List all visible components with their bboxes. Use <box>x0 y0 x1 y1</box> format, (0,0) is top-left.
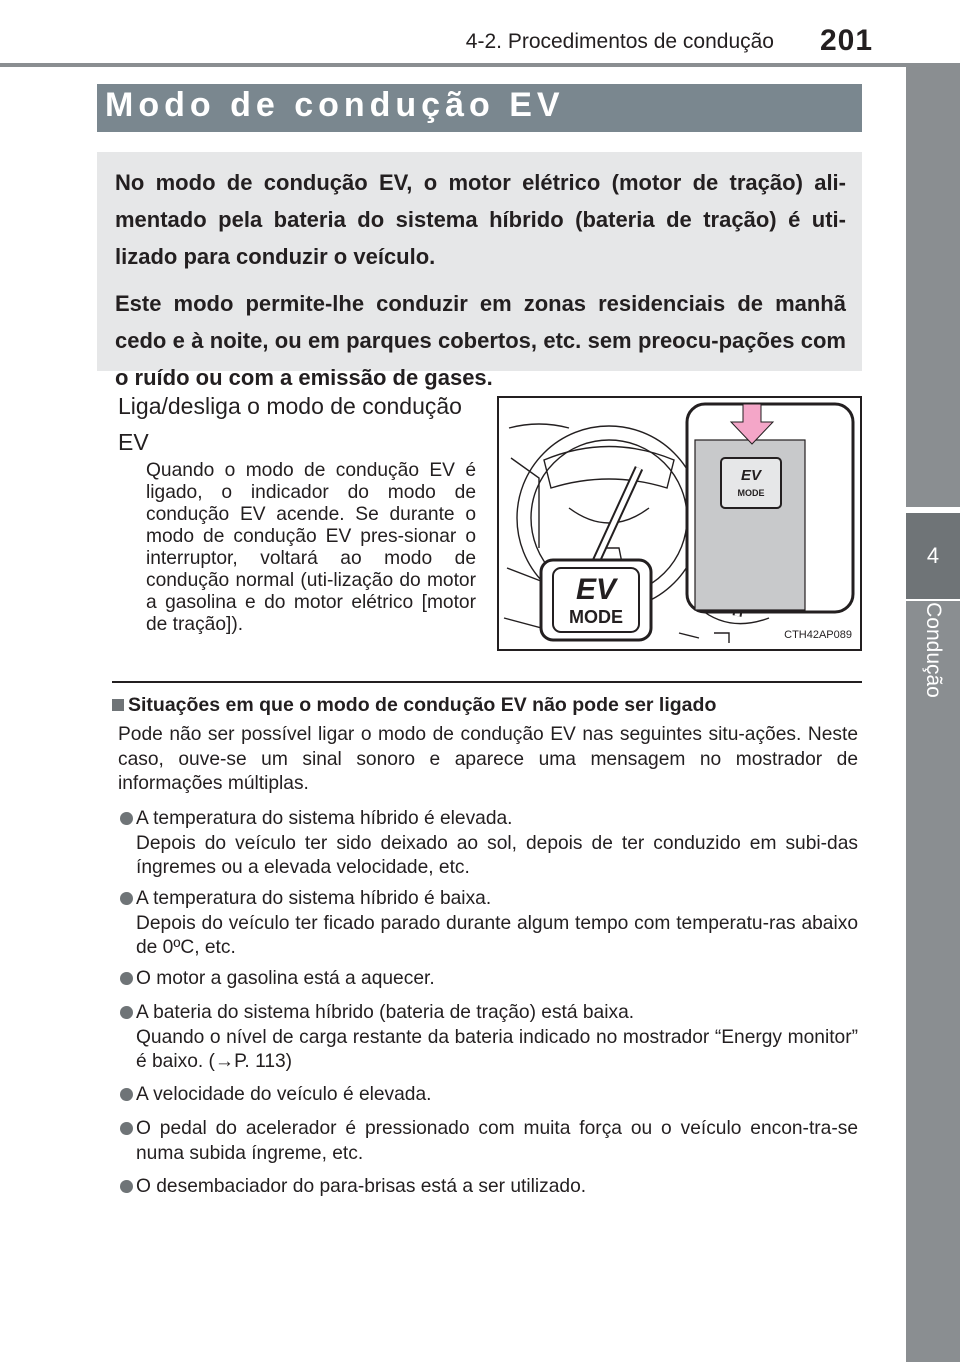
dashboard-drawing <box>499 398 860 649</box>
list-item <box>118 1083 858 1108</box>
page-title: Modo de condução EV <box>105 86 565 124</box>
list-item <box>118 887 858 961</box>
list-item-title: A velocidade do veículo é elevada. <box>136 1084 432 1105</box>
circle-bullet-icon <box>120 892 133 905</box>
section-body: Pode não ser possível ligar o modo de condução EV nas seguintes situ-ações. Neste caso, ouve-se um sinal sonoro e aparece uma mensagem no mostrador de informações múltiplas. <box>118 724 858 794</box>
circle-bullet-icon <box>120 1180 133 1193</box>
ev-mode-illustration <box>497 396 862 651</box>
list-item-detail: Depois do veículo ter ficado parado durante algum tempo com temperatu-ras abaixo de 0ºC, etc. <box>136 912 858 958</box>
list-item-title: A bateria do sistema híbrido (bateria de tração) está baixa. <box>136 1002 635 1023</box>
list-item-title: A temperatura do sistema híbrido é elevada. <box>136 808 513 829</box>
list-item-detail: Quando o nível de carga restante da bateria indicado no mostrador “Energy monitor” é baixo. (→P. 113) <box>136 1026 858 1072</box>
list-item-title: O pedal do acelerador é pressionado com muita força ou o veículo encon-tra-se numa subida íngreme, etc. <box>136 1118 858 1164</box>
mode-large-label: MODE <box>569 607 623 627</box>
side-tab-strip-top <box>906 67 960 507</box>
chapter-label: Condução <box>922 602 945 698</box>
list-item-title: A temperatura do sistema híbrido é baixa. <box>136 888 492 909</box>
ev-large-label: EV <box>575 573 617 606</box>
circle-bullet-icon <box>120 972 133 985</box>
switch-title: Liga/desliga o modo de condução EV <box>118 393 462 455</box>
circle-bullet-icon <box>120 1088 133 1101</box>
ev-small-label: EV <box>740 467 762 484</box>
figure-code: CTH42AP089 <box>784 629 852 641</box>
switch-description: Quando o modo de condução EV é ligado, o indicador do modo de condução EV acende. Se durante o modo de condução EV pres-sionar o interruptor, voltará ao modo de condução normal (uti-lização do motor a gasolina e do motor elétrico [motor de tração]). <box>146 460 476 635</box>
chapter-tab: 4 <box>906 513 960 599</box>
intro-paragraph: No modo de condução EV, o motor elétrico (motor de tração) ali-mentado pela bateria do sistema híbrido (bateria de tração) é uti-lizado para conduzir o veículo. <box>115 170 846 269</box>
list-item <box>118 807 858 881</box>
circle-bullet-icon <box>120 812 133 825</box>
list-item <box>118 1175 858 1200</box>
intro-paragraph: Este modo permite-lhe conduzir em zonas residenciais de manhã cedo e à noite, ou em parques cobertos, etc. sem preocu-pações com o ruído ou com a emissão de gases. <box>115 291 846 390</box>
list-item <box>118 967 858 992</box>
section-heading <box>112 694 872 717</box>
square-bullet-icon <box>112 699 124 711</box>
section-breadcrumb: 4-2. Procedimentos de condução <box>465 30 774 53</box>
list-item-title: O desembaciador do para-brisas está a ser utilizado. <box>136 1176 587 1197</box>
intro-box <box>97 152 862 390</box>
circle-bullet-icon <box>120 1006 133 1019</box>
page-number: 201 <box>820 24 874 57</box>
section-heading-text: Situações em que o modo de condução EV não pode ser ligado <box>128 694 717 716</box>
side-tab-strip-bottom <box>906 601 960 1362</box>
circle-bullet-icon <box>120 1122 133 1135</box>
section-rule <box>112 681 862 683</box>
header-rule <box>0 63 960 67</box>
list-item-title: O motor a gasolina está a aquecer. <box>136 968 435 989</box>
list-item <box>118 1117 858 1166</box>
mode-small-label: MODE <box>737 488 765 498</box>
list-item-detail: Depois do veículo ter sido deixado ao sol, depois de ter conduzido em subi-das íngremes ou a elevada velocidade, etc. <box>136 832 858 878</box>
list-item <box>118 1001 858 1075</box>
